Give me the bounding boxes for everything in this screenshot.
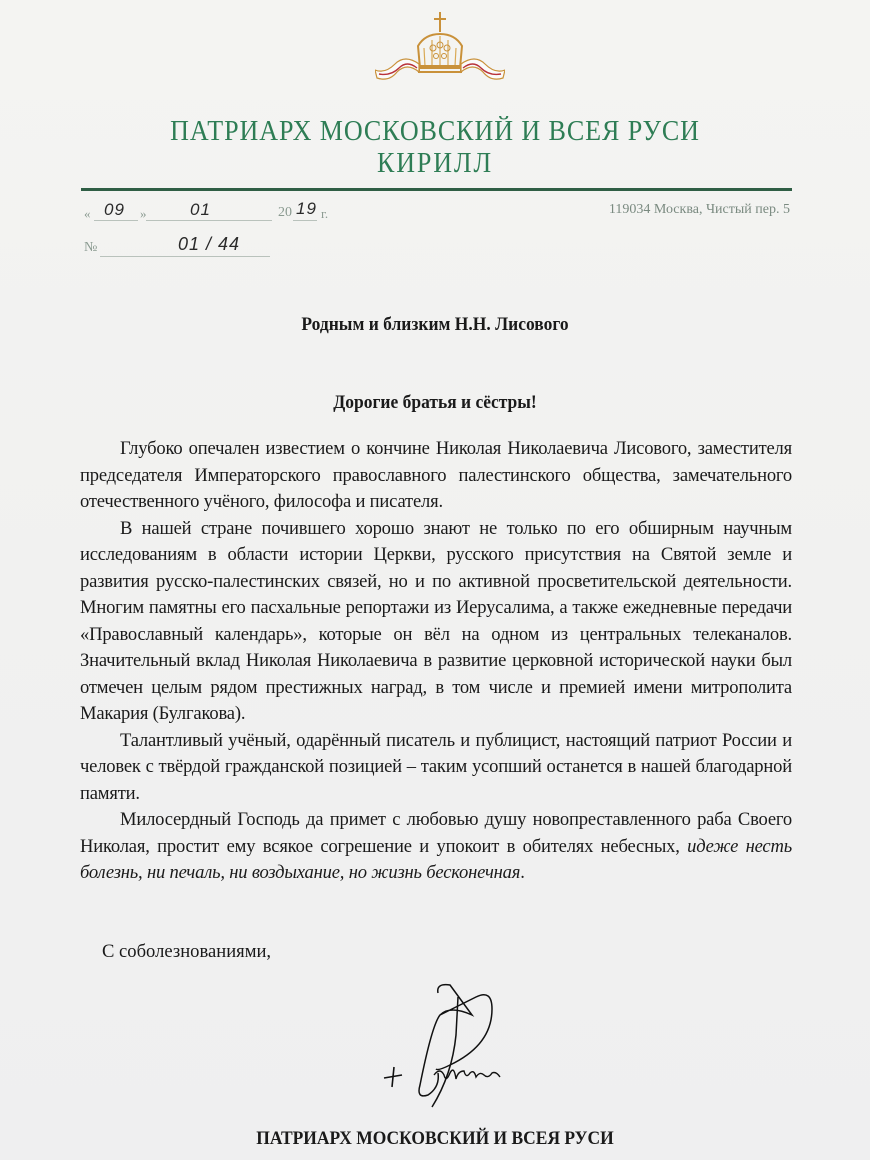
year-underline bbox=[293, 220, 317, 221]
date-year-abbrev: г. bbox=[321, 206, 329, 221]
paragraph-3: Талантливый учёный, одарённый писатель и публицист, настоящий патриот России и человек с твёрдой гражданской позицией – таким усопший останется в нашей благодарной памяти. bbox=[80, 729, 792, 804]
outgoing-number: 01 / 44 bbox=[178, 234, 241, 254]
signatory-title: ПАТРИАРХ МОСКОВСКИЙ И ВСЕЯ РУСИ bbox=[256, 1128, 614, 1149]
day-underline bbox=[94, 220, 138, 221]
sender-address: 119034 Москва, Чистый пер. 5 bbox=[608, 202, 790, 217]
date-month: 01 bbox=[190, 200, 211, 219]
addressee: Родным и близким Н.Н. Лисового bbox=[301, 314, 569, 335]
paragraph-4 bbox=[80, 807, 792, 887]
paragraph-4-end: . bbox=[520, 862, 525, 883]
date-year-prefix: 20 bbox=[278, 205, 292, 220]
letterhead-divider bbox=[81, 188, 792, 191]
date-open-quote: « bbox=[84, 206, 91, 221]
greeting: Дорогие братья и сёстры! bbox=[333, 392, 537, 413]
letter-body bbox=[80, 436, 792, 887]
number-underline bbox=[100, 256, 270, 257]
date-day: 09 bbox=[104, 200, 125, 219]
crown-emblem-icon bbox=[375, 10, 505, 92]
paragraph-4-quote: идеже несть болезнь, ни печаль, ни воздыхание, но жизнь бесконечная bbox=[80, 835, 792, 883]
number-label: № bbox=[84, 240, 98, 255]
paragraph-4-start: Милосердный Господь да примет с любовью душу новопреставленного раба Своего Николая, простит ему всякое согрешение и упокоит в обителях небесных, bbox=[80, 809, 792, 857]
closing-line: С соболезнованиями, bbox=[102, 941, 272, 962]
paragraph-1: Глубоко опечален известием о кончине Николая Николаевича Лисового, заместителя председателя Императорского православного палестинского общества, замечательного отечественного учёного, философа и писателя. bbox=[80, 438, 792, 512]
letterhead-name: КИРИЛЛ bbox=[377, 148, 493, 179]
handwritten-signature bbox=[380, 975, 560, 1110]
date-year-suffix: 19 bbox=[296, 199, 317, 218]
paragraph-2: В нашей стране почившего хорошо знают не только по его обширным научным исследованиям в области истории Церкви, русского присутствия на Святой земле и развития русско-палестинских связей, но и по активной просветительской деятельности. Многим памятны его пасхальные репортажи из Иерусалима, а также ежедневные передачи «Православный календарь», которые он вёл на одном из центральных телеканалов. Значительный вклад Николая Николаевича в развитие церковной исторической науки был отмечен целым рядом престижных наград, в том числе и премией имени митрополита Макария (Булгакова). bbox=[80, 517, 792, 724]
letterhead-title: ПАТРИАРХ МОСКОВСКИЙ И ВСЕЯ РУСИ bbox=[170, 116, 700, 147]
date-close-quote: » bbox=[140, 206, 147, 221]
month-underline bbox=[146, 220, 272, 221]
